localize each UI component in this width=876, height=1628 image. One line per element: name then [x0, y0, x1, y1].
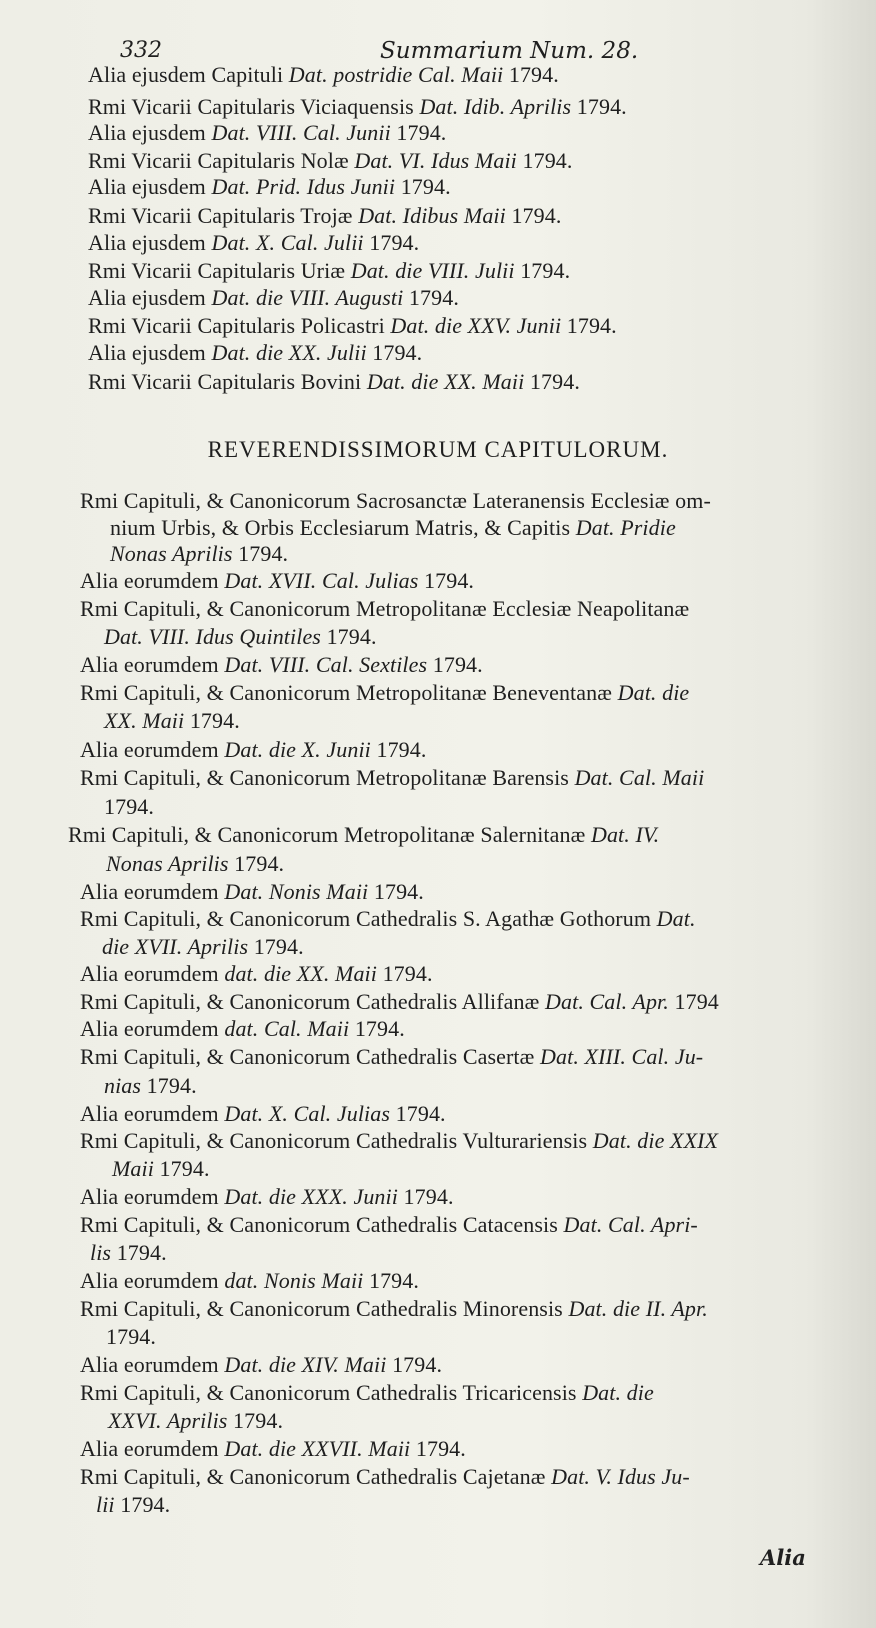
- line-text: Alia eorumdem: [80, 1268, 225, 1293]
- line-date: Dat. VIII. Cal. Sextiles: [224, 652, 428, 677]
- line-year: 1794.: [516, 148, 573, 173]
- line-text: Rmi Capituli, & Canonicorum Cathedralis Catacensis: [80, 1212, 564, 1237]
- line-year: 1794.: [232, 541, 289, 566]
- text-line: [80, 680, 689, 706]
- line-date: Dat. X. Cal. Julias: [224, 1101, 391, 1126]
- line-text: Alia ejusdem: [88, 230, 212, 255]
- line-date: Dat. die XIV. Maii: [224, 1352, 387, 1377]
- line-text: Alia eorumdem: [80, 1352, 225, 1377]
- line-date: Dat. die VIII. Augusti: [211, 285, 404, 310]
- line-date: Dat. die XXIX: [592, 1128, 719, 1153]
- line-text: 1794.: [106, 1324, 156, 1349]
- line-date: Dat. postridie Cal. Maii: [288, 62, 504, 87]
- line-date: lis: [90, 1240, 112, 1265]
- line-text: Alia ejusdem: [88, 174, 212, 199]
- line-date: Dat. die XXV. Junii: [390, 313, 562, 338]
- line-date: Dat. VI. Idus Maii: [354, 148, 517, 173]
- text-line: [88, 174, 451, 200]
- line-year: 1794.: [228, 851, 285, 876]
- line-text: Rmi Capituli, & Canonicorum Cathedralis Tricaricensis: [80, 1380, 583, 1405]
- line-text: Alia eorumdem: [80, 1016, 225, 1041]
- text-line: [96, 1492, 170, 1518]
- line-date: nias: [104, 1073, 142, 1098]
- line-date: Dat. die XX. Maii: [366, 369, 525, 394]
- text-line: [108, 1408, 283, 1434]
- text-line: [88, 94, 627, 120]
- line-text: Rmi Vicarii Capitularis Uriæ: [88, 258, 351, 283]
- line-date: Dat. die VIII. Julii: [350, 258, 515, 283]
- line-date: Dat. die XXVII. Maii: [224, 1436, 411, 1461]
- text-line: [80, 879, 424, 905]
- text-line: [80, 1464, 690, 1490]
- line-date: Dat. V. Idus Ju-: [551, 1464, 690, 1489]
- line-date: Dat. Cal. Apr.: [545, 989, 669, 1014]
- text-line: [106, 1324, 156, 1350]
- line-text: Alia ejusdem: [88, 340, 212, 365]
- line-text: Rmi Capituli, & Canonicorum Metropolitanæ Barensis: [80, 765, 575, 790]
- text-line: [80, 989, 719, 1015]
- text-line: [80, 1352, 442, 1378]
- line-date: Nonas Aprilis: [106, 851, 229, 876]
- line-date: Dat. Prid. Idus Junii: [211, 174, 396, 199]
- line-year: 1794.: [227, 1408, 284, 1433]
- text-line: [106, 851, 284, 877]
- text-line: [88, 203, 561, 229]
- line-text: Alia ejusdem: [88, 120, 212, 145]
- line-text: Alia eorumdem: [80, 1101, 225, 1126]
- page-number: 332: [120, 38, 162, 63]
- text-line: [104, 624, 377, 650]
- text-line: [80, 1128, 718, 1154]
- line-year: 1794.: [248, 934, 304, 959]
- line-year: 1794.: [366, 340, 423, 365]
- line-year: 1794.: [111, 1240, 167, 1265]
- line-date: Dat. Nonis Maii: [224, 879, 369, 904]
- line-year: 1794.: [370, 737, 427, 762]
- line-text: nium Urbis, & Orbis Ecclesiarum Matris, & Capitis: [110, 515, 576, 540]
- line-date: dat. die XX. Maii: [224, 961, 377, 986]
- text-line: [88, 258, 570, 284]
- text-line: [80, 906, 696, 932]
- text-line: [80, 1016, 405, 1042]
- line-year: 1794.: [514, 258, 571, 283]
- line-text: 1794.: [104, 794, 154, 819]
- line-date: Dat. VIII. Cal. Junii: [211, 120, 391, 145]
- text-line: [104, 1073, 197, 1099]
- line-date: Maii: [112, 1156, 154, 1181]
- line-text: Rmi Capituli, & Canonicorum Metropolitanæ Salernitanæ: [68, 822, 591, 847]
- catchword: Alia: [760, 1545, 806, 1570]
- line-year: 1794.: [368, 879, 424, 904]
- line-date: Dat. die: [582, 1380, 654, 1405]
- line-date: Dat. die XX. Julii: [211, 340, 367, 365]
- text-line: [80, 961, 433, 987]
- text-line: [88, 62, 559, 88]
- line-date: Dat.: [656, 906, 696, 931]
- text-line: [104, 794, 154, 820]
- line-date: Dat. Cal. Maii: [574, 765, 705, 790]
- line-date: Dat. Cal. Apri-: [563, 1212, 698, 1237]
- line-year: 1794.: [386, 1352, 443, 1377]
- text-line: [80, 737, 426, 763]
- line-year: 1794.: [524, 369, 580, 394]
- line-text: Rmi Capituli, & Canonicorum Cathedralis Minorensis: [80, 1296, 569, 1321]
- line-year: 1794.: [390, 120, 447, 145]
- line-date: Dat. Idib. Aprilis: [419, 94, 572, 119]
- text-line: [88, 340, 422, 366]
- text-line: [88, 285, 459, 311]
- line-year: 1794.: [503, 62, 559, 87]
- text-line: [80, 1184, 454, 1210]
- text-line: [80, 596, 689, 622]
- line-year: 1794.: [395, 174, 451, 199]
- text-line: [88, 148, 573, 174]
- line-date: Dat. X. Cal. Julii: [211, 230, 364, 255]
- line-date: XX. Maii: [104, 708, 185, 733]
- line-year: 1794.: [363, 1268, 419, 1293]
- line-text: Rmi Capituli, & Canonicorum Cathedralis Allifanæ: [80, 989, 546, 1014]
- line-year: 1794.: [376, 961, 433, 986]
- text-line: [80, 1436, 466, 1462]
- line-year: 1794.: [349, 1016, 405, 1041]
- line-text: Alia ejusdem: [88, 285, 212, 310]
- text-line: [88, 313, 617, 339]
- line-text: Rmi Capituli, & Canonicorum Cathedralis Casertæ: [80, 1044, 541, 1069]
- line-year: 1794.: [505, 203, 562, 228]
- text-line: [104, 708, 240, 734]
- line-year: 1794.: [397, 1184, 454, 1209]
- running-title: Summarium Num. 28.: [380, 38, 639, 64]
- line-date: dat. Nonis Maii: [224, 1268, 364, 1293]
- text-line: [88, 120, 446, 146]
- line-year: 1794.: [153, 1156, 210, 1181]
- text-line: [80, 1268, 419, 1294]
- line-text: Rmi Vicarii Capitularis Viciaquensis: [88, 94, 420, 119]
- line-date: Dat. XIII. Cal. Ju-: [540, 1044, 704, 1069]
- line-text: Alia eorumdem: [80, 1184, 225, 1209]
- text-line: [68, 822, 659, 848]
- text-line: [80, 1044, 703, 1070]
- text-line: [80, 765, 704, 791]
- line-text: Rmi Vicarii Capitularis Trojæ: [88, 203, 359, 228]
- text-line: [110, 515, 676, 541]
- line-text: Alia eorumdem: [80, 1436, 225, 1461]
- line-text: Rmi Vicarii Capitularis Policastri: [88, 313, 391, 338]
- line-year: 1794: [668, 989, 719, 1014]
- line-year: 1794.: [561, 313, 617, 338]
- line-text: Alia eorumdem: [80, 879, 225, 904]
- line-text: Rmi Capituli, & Canonicorum Metropolitanæ Ecclesiæ Neapolitanæ: [80, 596, 690, 621]
- text-line: [80, 652, 483, 678]
- line-year: 1794.: [427, 652, 483, 677]
- line-date: Dat. die X. Junii: [224, 737, 371, 762]
- text-line: [80, 1101, 446, 1127]
- line-date: Dat. Pridie: [575, 515, 676, 540]
- line-text: Rmi Capituli, & Canonicorum Metropolitanæ Beneventanæ: [80, 680, 618, 705]
- line-date: lii: [96, 1492, 115, 1517]
- text-line: [110, 541, 288, 567]
- line-year: 1794.: [410, 1436, 466, 1461]
- line-year: 1794.: [320, 624, 377, 649]
- text-line: [90, 1240, 167, 1266]
- line-text: Alia eorumdem: [80, 961, 225, 986]
- line-date: Dat. die XXX. Junii: [224, 1184, 398, 1209]
- text-line: [80, 1212, 698, 1238]
- line-text: Rmi Capituli, & Canonicorum Cathedralis Vulturariensis: [80, 1128, 593, 1153]
- line-date: Dat. VIII. Idus Quintiles: [104, 624, 321, 649]
- line-date: die XVII. Aprilis: [102, 934, 249, 959]
- line-date: Dat. die II. Apr.: [568, 1296, 708, 1321]
- text-line: [80, 568, 474, 594]
- text-line: [80, 1296, 708, 1322]
- text-line: [80, 1380, 654, 1406]
- line-date: Dat. XVII. Cal. Julias: [224, 568, 419, 593]
- text-line: [88, 230, 419, 256]
- line-text: Rmi Vicarii Capitularis Nolæ: [88, 148, 355, 173]
- line-date: Dat. Idibus Maii: [358, 203, 506, 228]
- section-heading: REVERENDISSIMORUM CAPITULORUM.: [207, 437, 669, 462]
- line-year: 1794.: [403, 285, 459, 310]
- line-text: Alia eorumdem: [80, 737, 225, 762]
- text-line: [112, 1156, 210, 1182]
- line-year: 1794.: [141, 1073, 197, 1098]
- line-year: 1794.: [418, 568, 475, 593]
- line-year: 1794.: [184, 708, 240, 733]
- line-text: Rmi Vicarii Capitularis Bovini: [88, 369, 367, 394]
- line-date: Dat. die: [617, 680, 690, 705]
- line-date: dat. Cal. Maii: [224, 1016, 350, 1041]
- line-date: XXVI. Aprilis: [108, 1408, 228, 1433]
- line-text: Alia eorumdem: [80, 652, 225, 677]
- line-year: 1794.: [114, 1492, 171, 1517]
- line-text: Rmi Capituli, & Canonicorum Cathedralis Cajetanæ: [80, 1464, 552, 1489]
- text-line: [102, 934, 304, 960]
- line-text: Rmi Capituli, & Canonicorum Sacrosanctæ Lateranensis Ecclesiæ om-: [80, 488, 711, 513]
- line-text: Rmi Capituli, & Canonicorum Cathedralis S. Agathæ Gothorum: [80, 906, 657, 931]
- line-text: Alia ejusdem Capituli: [88, 62, 289, 87]
- line-year: 1794.: [571, 94, 627, 119]
- line-date: Nonas Aprilis: [110, 541, 233, 566]
- text-line: [80, 488, 711, 514]
- line-date: Dat. IV.: [590, 822, 660, 847]
- line-text: Alia eorumdem: [80, 568, 225, 593]
- line-year: 1794.: [363, 230, 420, 255]
- line-year: 1794.: [390, 1101, 446, 1126]
- text-line: [88, 369, 580, 395]
